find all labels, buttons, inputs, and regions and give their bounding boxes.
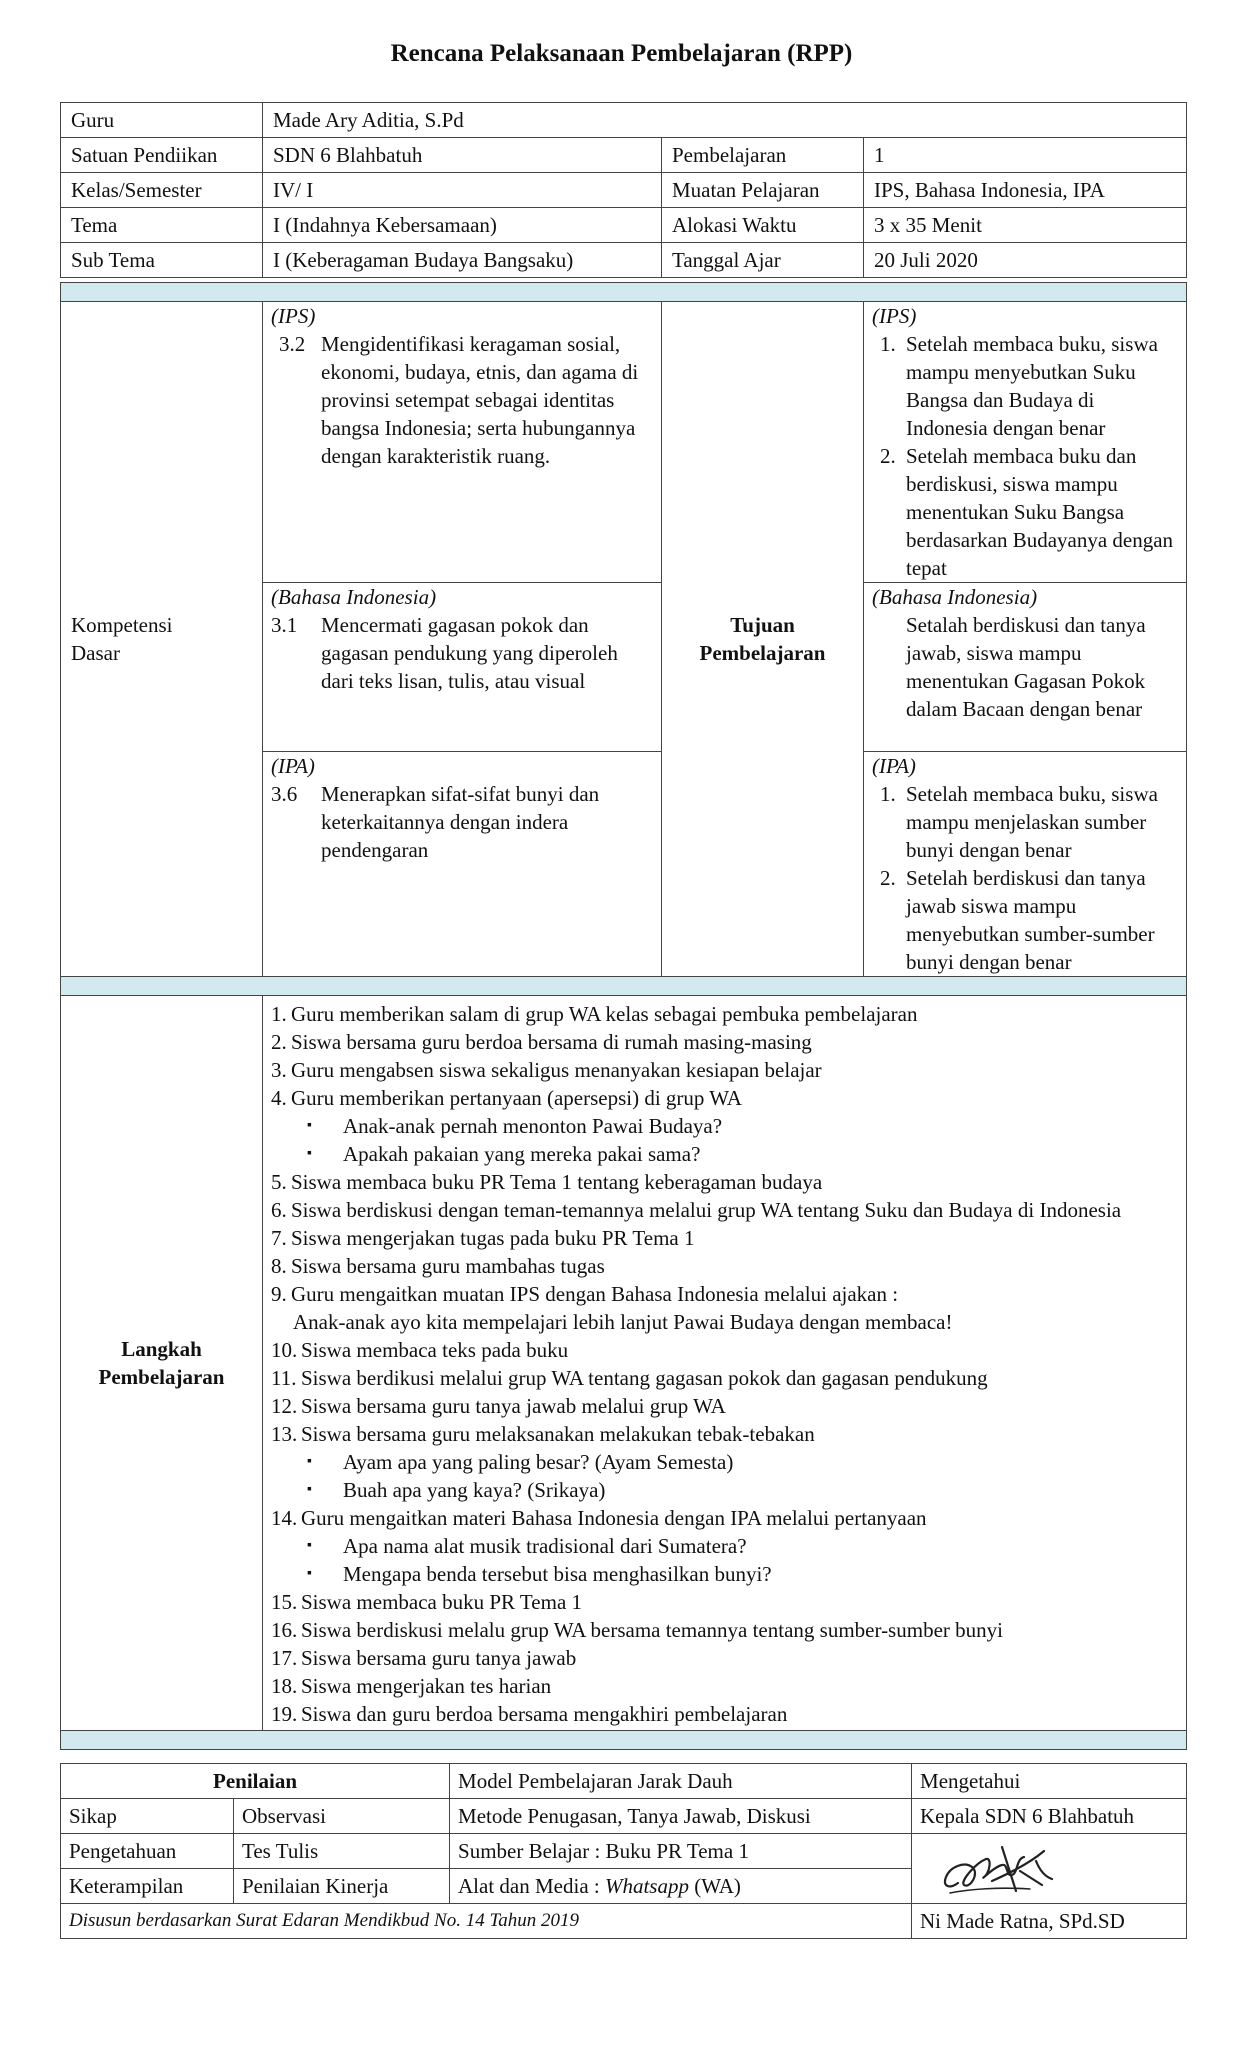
separator-band — [61, 283, 1187, 302]
sumber-belajar: Sumber Belajar : Buku PR Tema 1 — [450, 1834, 912, 1869]
step-text: Siswa bersama guru melaksanakan melakukan tebak-tebakan — [301, 1422, 815, 1446]
step-text: Siswa mengerjakan tugas pada buku PR Tema 1 — [291, 1226, 695, 1250]
signature-cell — [912, 1834, 1187, 1904]
langkah-label-line2: Pembelajaran — [98, 1365, 225, 1389]
penilaian-header: Penilaian — [61, 1764, 450, 1799]
step-text: Siswa bersama guru tanya jawab — [301, 1646, 577, 1670]
step-item — [271, 1028, 1178, 1056]
kepala-sekolah: Kepala SDN 6 Blahbatuh — [912, 1799, 1187, 1834]
kd-ips-subject: (IPS) — [271, 304, 316, 328]
steps-list — [271, 1000, 1178, 1728]
step-bullet-item — [271, 1476, 1178, 1504]
bullet-text: Ayam apa yang paling besar? (Ayam Semesta) — [343, 1450, 734, 1474]
tanggal-label: Tanggal Ajar — [662, 243, 864, 278]
pembelajaran-label: Pembelajaran — [662, 138, 864, 173]
separator-band — [61, 1731, 1187, 1750]
step-bullet-item — [271, 1112, 1178, 1140]
model-pembelajaran: Model Pembelajaran Jarak Dauh — [450, 1764, 912, 1799]
step-text: Siswa bersama guru mambahas tugas — [291, 1254, 605, 1278]
step-number: 15. — [271, 1590, 298, 1614]
tujuan-ipa-num-2: 2. — [880, 866, 896, 890]
alat-media — [450, 1869, 912, 1904]
keterampilan-value: Penilaian Kinerja — [234, 1869, 450, 1904]
langkah-steps — [263, 996, 1187, 1731]
step-text: Siswa mengerjakan tes harian — [301, 1674, 552, 1698]
step-number: 1. — [271, 1002, 287, 1026]
bullet-icon: ▪ — [307, 1482, 312, 1497]
tujuan-ips-item-2: Setelah membaca buku dan berdiskusi, siswa mampu menentukan Suku Bangsa berdasarkan Budayanya dengan tepat — [906, 444, 1174, 580]
step-item — [271, 1644, 1178, 1672]
step-number: 11. — [271, 1366, 297, 1390]
tujuan-label-line2: Pembelajaran — [699, 641, 826, 665]
step-text: Guru mengaitkan materi Bahasa Indonesia dengan IPA melalui pertanyaan — [301, 1506, 927, 1530]
sikap-value: Observasi — [234, 1799, 450, 1834]
kd-ipa-subject: (IPA) — [271, 754, 315, 778]
step-number: 13. — [271, 1422, 298, 1446]
alokasi-value: 3 x 35 Menit — [864, 208, 1187, 243]
step-number: 3. — [271, 1058, 287, 1082]
kd-bi-subject: (Bahasa Indonesia) — [271, 585, 437, 609]
kd-ips-text: Mengidentifikasi keragaman sosial, ekonomi, budaya, etnis, dan agama di provinsi setempat sebagai identitas bangsa Indonesia; serta hubungannya dengan karakteristik ruang. — [321, 332, 639, 468]
step-number: 16. — [271, 1618, 298, 1642]
step-bullet-item — [271, 1560, 1178, 1588]
alat-app: Whatsapp — [604, 1874, 689, 1898]
step-item — [271, 1084, 1178, 1112]
step-text: Siswa bersama guru tanya jawab melalui grup WA — [301, 1394, 726, 1418]
step-text: Siswa bersama guru berdoa bersama di rumah masing-masing — [291, 1030, 812, 1054]
step-text: Siswa membaca buku PR Tema 1 tentang keberagaman budaya — [291, 1170, 823, 1194]
step-item — [271, 1588, 1178, 1616]
step-item — [271, 1392, 1178, 1420]
step-item — [271, 1504, 1178, 1532]
mengetahui: Mengetahui — [912, 1764, 1187, 1799]
separator-band — [61, 977, 1187, 996]
pembelajaran-value: 1 — [864, 138, 1187, 173]
step-text: Siswa berdikusi melalui grup WA tentang gagasan pokok dan gagasan pendukung — [301, 1366, 988, 1390]
tujuan-bi-text: Setalah berdiskusi dan tanya jawab, siswa mampu menentukan Gagasan Pokok dalam Bacaan dengan benar — [906, 613, 1146, 721]
step-number: 18. — [271, 1674, 298, 1698]
step-text: Siswa membaca buku PR Tema 1 — [301, 1590, 583, 1614]
kompetensi-table — [60, 282, 1187, 1750]
step-item — [271, 1336, 1178, 1364]
step-number: 8. — [271, 1254, 287, 1278]
kelas-label: Kelas/Semester — [61, 173, 263, 208]
subtema-value: I (Keberagaman Budaya Bangsaku) — [263, 243, 662, 278]
info-table — [60, 102, 1187, 278]
step-item — [271, 1224, 1178, 1252]
kelas-value: IV/ I — [263, 173, 662, 208]
step-text: Guru mengabsen siswa sekaligus menanyakan kesiapan belajar — [291, 1058, 822, 1082]
step-number: 12. — [271, 1394, 298, 1418]
muatan-label: Muatan Pelajaran — [662, 173, 864, 208]
signature-image — [920, 1837, 1070, 1901]
step-number: 14. — [271, 1506, 298, 1530]
bullet-icon: ▪ — [307, 1566, 312, 1581]
tujuan-ipa — [864, 752, 1187, 977]
tujuan-pembelajaran-label — [662, 302, 864, 977]
step-number: 9. — [271, 1282, 287, 1306]
kd-ips — [263, 302, 662, 583]
step-number: 17. — [271, 1646, 298, 1670]
satuan-label: Satuan Pendiikan — [61, 138, 263, 173]
tujuan-label-line1: Tujuan — [730, 613, 795, 637]
step-continuation: Anak-anak ayo kita mempelajari lebih lanjut Pawai Budaya dengan membaca! — [293, 1310, 953, 1334]
step-item — [271, 1616, 1178, 1644]
kd-ipa-text: Menerapkan sifat-sifat bunyi dan keterkaitannya dengan indera pendengaran — [321, 782, 600, 862]
kompetensi-dasar-label — [61, 302, 263, 977]
disusun-note: Disusun berdasarkan Surat Edaran Mendikbud No. 14 Tahun 2019 — [61, 1904, 912, 1939]
guru-value: Made Ary Aditia, S.Pd — [263, 103, 1187, 138]
step-item — [271, 1000, 1178, 1028]
pengetahuan-label: Pengetahuan — [61, 1834, 234, 1869]
step-bullet-item — [271, 1532, 1178, 1560]
tujuan-bahasa-indonesia — [864, 583, 1187, 752]
kd-bi-text: Mencermati gagasan pokok dan gagasan pendukung yang diperoleh dari teks lisan, tulis, atau visual — [321, 613, 618, 693]
step-bullet-item — [271, 1140, 1178, 1168]
bullet-icon: ▪ — [307, 1454, 312, 1469]
langkah-label-line1: Langkah — [121, 1337, 202, 1361]
step-number: 2. — [271, 1030, 287, 1054]
pengetahuan-value: Tes Tulis — [234, 1834, 450, 1869]
kd-label-line2: Dasar — [71, 641, 120, 665]
kd-ips-number: 3.2 — [279, 332, 306, 356]
step-bullet-item — [271, 1448, 1178, 1476]
tujuan-ips-item-1: Setelah membaca buku, siswa mampu menyebutkan Suku Bangsa dan Budaya di Indonesia dengan benar — [906, 332, 1158, 440]
step-item — [271, 1364, 1178, 1392]
page-title: Rencana Pelaksanaan Pembelajaran (RPP) — [390, 40, 853, 67]
step-item — [271, 1700, 1178, 1728]
step-item — [271, 1252, 1178, 1280]
signer-name: Ni Made Ratna, SPd.SD — [912, 1904, 1187, 1939]
step-item — [271, 1420, 1178, 1448]
penilaian-table — [60, 1763, 1187, 1939]
tujuan-ips-num-1: 1. — [880, 332, 896, 356]
bullet-icon: ▪ — [307, 1146, 312, 1161]
langkah-pembelajaran-label — [61, 996, 263, 1731]
subtema-label: Sub Tema — [61, 243, 263, 278]
kd-bi-number: 3.1 — [271, 613, 298, 637]
step-number: 6. — [271, 1198, 287, 1222]
step-number: 19. — [271, 1702, 298, 1726]
step-text: Siswa berdiskusi melalu grup WA bersama temannya tentang sumber-sumber bunyi — [301, 1618, 1003, 1642]
guru-label: Guru — [61, 103, 263, 138]
step-text: Guru mengaitkan muatan IPS dengan Bahasa Indonesia melalui ajakan : — [291, 1282, 899, 1306]
tujuan-ipa-subject: (IPA) — [872, 754, 916, 778]
kd-ipa — [263, 752, 662, 977]
step-item — [271, 1056, 1178, 1084]
step-item — [271, 1196, 1178, 1224]
step-number: 5. — [271, 1170, 287, 1194]
sikap-label: Sikap — [61, 1799, 234, 1834]
bullet-icon: ▪ — [307, 1538, 312, 1553]
bullet-icon: ▪ — [307, 1118, 312, 1133]
step-number: 7. — [271, 1226, 287, 1250]
bullet-text: Apakah pakaian yang mereka pakai sama? — [343, 1142, 701, 1166]
tujuan-bi-subject: (Bahasa Indonesia) — [872, 585, 1038, 609]
alat-suffix: (WA) — [688, 1874, 741, 1898]
bullet-text: Anak-anak pernah menonton Pawai Budaya? — [343, 1114, 723, 1138]
step-text: Guru memberikan pertanyaan (apersepsi) di grup WA — [291, 1086, 742, 1110]
bullet-text: Mengapa benda tersebut bisa menghasilkan bunyi? — [343, 1562, 772, 1586]
alokasi-label: Alokasi Waktu — [662, 208, 864, 243]
step-item — [271, 1280, 1178, 1308]
step-item — [271, 1672, 1178, 1700]
tema-label: Tema — [61, 208, 263, 243]
satuan-value: SDN 6 Blahbatuh — [263, 138, 662, 173]
tanggal-value: 20 Juli 2020 — [864, 243, 1187, 278]
muatan-value: IPS, Bahasa Indonesia, IPA — [864, 173, 1187, 208]
bullet-text: Apa nama alat musik tradisional dari Sumatera? — [343, 1534, 747, 1558]
step-number: 10. — [271, 1338, 298, 1362]
step-number: 4. — [271, 1086, 287, 1110]
tujuan-ipa-item-1: Setelah membaca buku, siswa mampu menjelaskan sumber bunyi dengan benar — [906, 782, 1158, 862]
tujuan-ipa-num-1: 1. — [880, 782, 896, 806]
kd-ipa-number: 3.6 — [271, 782, 298, 806]
tujuan-ips-subject: (IPS) — [872, 304, 917, 328]
step-text: Siswa berdiskusi dengan teman-temannya melalui grup WA tentang Suku dan Budaya di Indonesia — [291, 1198, 1122, 1222]
step-text: Siswa membaca teks pada buku — [301, 1338, 569, 1362]
keterampilan-label: Keterampilan — [61, 1869, 234, 1904]
bullet-text: Buah apa yang kaya? (Srikaya) — [343, 1478, 606, 1502]
tema-value: I (Indahnya Kebersamaan) — [263, 208, 662, 243]
step-item — [271, 1168, 1178, 1196]
step-text: Siswa dan guru berdoa bersama mengakhiri pembelajaran — [301, 1702, 788, 1726]
alat-prefix: Alat dan Media : — [458, 1874, 605, 1898]
tujuan-ipa-item-2: Setelah berdiskusi dan tanya jawab siswa mampu menyebutkan sumber-sumber bunyi dengan benar — [906, 866, 1155, 974]
tujuan-ips — [864, 302, 1187, 583]
kd-bahasa-indonesia — [263, 583, 662, 752]
metode: Metode Penugasan, Tanya Jawab, Diskusi — [450, 1799, 912, 1834]
tujuan-ips-num-2: 2. — [880, 444, 896, 468]
kd-label-line1: Kompetensi — [71, 613, 173, 637]
step-text: Guru memberikan salam di grup WA kelas sebagai pembuka pembelajaran — [291, 1002, 918, 1026]
